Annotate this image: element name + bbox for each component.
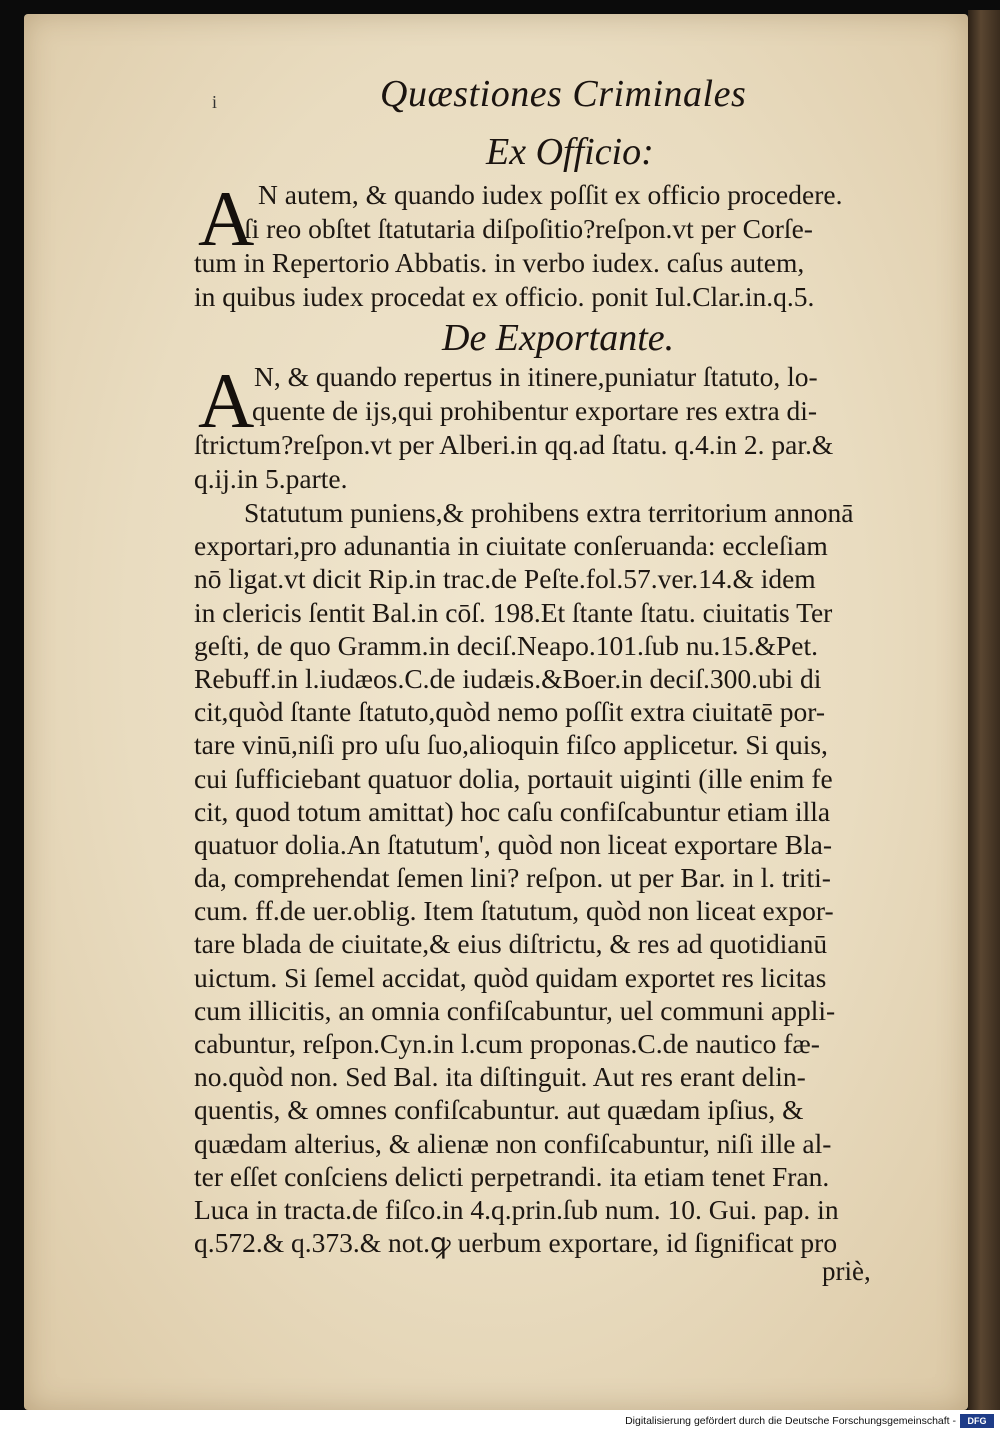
text-line: in clericis ſentit Bal.in cōſ. 198.Et ſtante ſtatu. ciuitatis Ter	[194, 596, 833, 628]
text-line: ſtrictum?reſpon.vt per Alberi.in qq.ad ſtatu. q.4.in 2. par.&	[194, 429, 834, 460]
book-spine	[968, 10, 1000, 1410]
text-line: exportari,pro adunantia in ciuitate conſeruanda: eccleſiam	[194, 530, 828, 562]
text-line: quatuor dolia.An ſtatutum', quòd non liceat exportare Bla-	[194, 828, 833, 860]
text-line: tare vinū,niſi pro uſu ſuo,alioquin fiſco applicetur. Si quis,	[194, 729, 828, 761]
text-line: Rebuff.in l.iudæos.C.de iudæis.&Boer.in deciſ.300.ubi di	[194, 662, 822, 694]
text-line: quædam alterius, & alienæ non confiſcabuntur, niſi ille al-	[194, 1127, 832, 1159]
catchword: priè,	[822, 1256, 871, 1286]
text-line: Statutum puniens,& prohibens extra territorium annonā	[244, 497, 854, 528]
text-line: N, & quando repertus in itinere,puniatur ſtatuto, lo-	[254, 361, 818, 392]
footer-bar	[0, 1410, 1000, 1432]
text-line: da, comprehendat ſemen lini? reſpon. ut per Bar. in l. triti-	[194, 862, 831, 894]
text-line: ter eſſet conſciens delicti perpetrandi. ita etiam tenet Fran.	[194, 1160, 830, 1192]
dropcap: A	[198, 357, 255, 444]
text-line: cui ſufficiebant quatuor dolia, portauit uiginti (ille enim fe	[194, 762, 833, 794]
text-line: cit, quod totum amittat) hoc caſu confiſcabuntur etiam illa	[194, 795, 831, 827]
text-line: no.quòd non. Sed Bal. ita diſtinguit. Aut res erant delin-	[194, 1061, 806, 1093]
section-title-de-exportante: De Exportante.	[442, 317, 675, 359]
text-line: cum. ff.de uer.oblig. Item ſtatutum, quòd non liceat expor-	[194, 895, 834, 927]
text-line: cabuntur, reſpon.Cyn.in l.cum proponas.C.de nautico fæ-	[194, 1028, 820, 1059]
text-line: in quibus iudex procedat ex officio. ponit Iul.Clar.in.q.5.	[194, 281, 815, 312]
text-line: cit,quòd ſtante ſtatuto,quòd nemo poſſit extra ciuitatē por-	[194, 696, 826, 728]
text-line: nō ligat.vt dicit Rip.in trac.de Peſte.fol.57.ver.14.& idem	[194, 563, 816, 595]
text-line: q.572.& q.373.& not.ꝙ uerbum exportare, id ſignificat pro	[194, 1227, 838, 1259]
text-line: quente de ijs,qui prohibentur exportare res extra di-	[252, 395, 818, 426]
text-line: tum in Repertorio Abbatis. in verbo iudex. caſus autem,	[194, 247, 805, 278]
dropcap: A	[198, 175, 255, 262]
section-paragraph	[194, 175, 940, 314]
dfg-logo-icon: DFG	[960, 1414, 994, 1428]
running-title: Quæstiones Criminales	[380, 73, 747, 115]
text-line: Luca in tracta.de fiſco.in 4.q.prin.ſub num. 10. Gui. pap. in	[194, 1193, 839, 1225]
text-line: q.ij.in 5.parte.	[194, 463, 348, 494]
text-line: quentis, & omnes confiſcabuntur. aut quædam ipſius, &	[194, 1094, 804, 1126]
text-line: tare blada de ciuitate,& eius diſtrictu, & res ad quotidianū	[194, 928, 828, 960]
text-line: cum illicitis, an omnia confiſcabuntur, uel communi appli-	[194, 994, 836, 1026]
margin-mark: i	[212, 92, 218, 112]
section-title-ex-officio: Ex Officio:	[486, 131, 654, 173]
section-paragraph	[194, 357, 940, 496]
body-text	[194, 496, 940, 1259]
text-line: uictum. Si ſemel accidat, quòd quidam exportet res licitas	[194, 961, 827, 993]
text-line: geſti, de quo Gramm.in deciſ.Neapo.101.ſub nu.15.&Pet.	[194, 629, 818, 661]
footer-credit: Digitalisierung gefördert durch die Deutsche Forschungsgemeinschaft -	[625, 1415, 956, 1427]
text-line: N autem, & quando iudex poſſit ex officio procedere.	[258, 179, 843, 210]
text-line: ſi reo obſtet ſtatutaria diſpoſitio?reſpon.vt per Corſe-	[244, 213, 813, 244]
